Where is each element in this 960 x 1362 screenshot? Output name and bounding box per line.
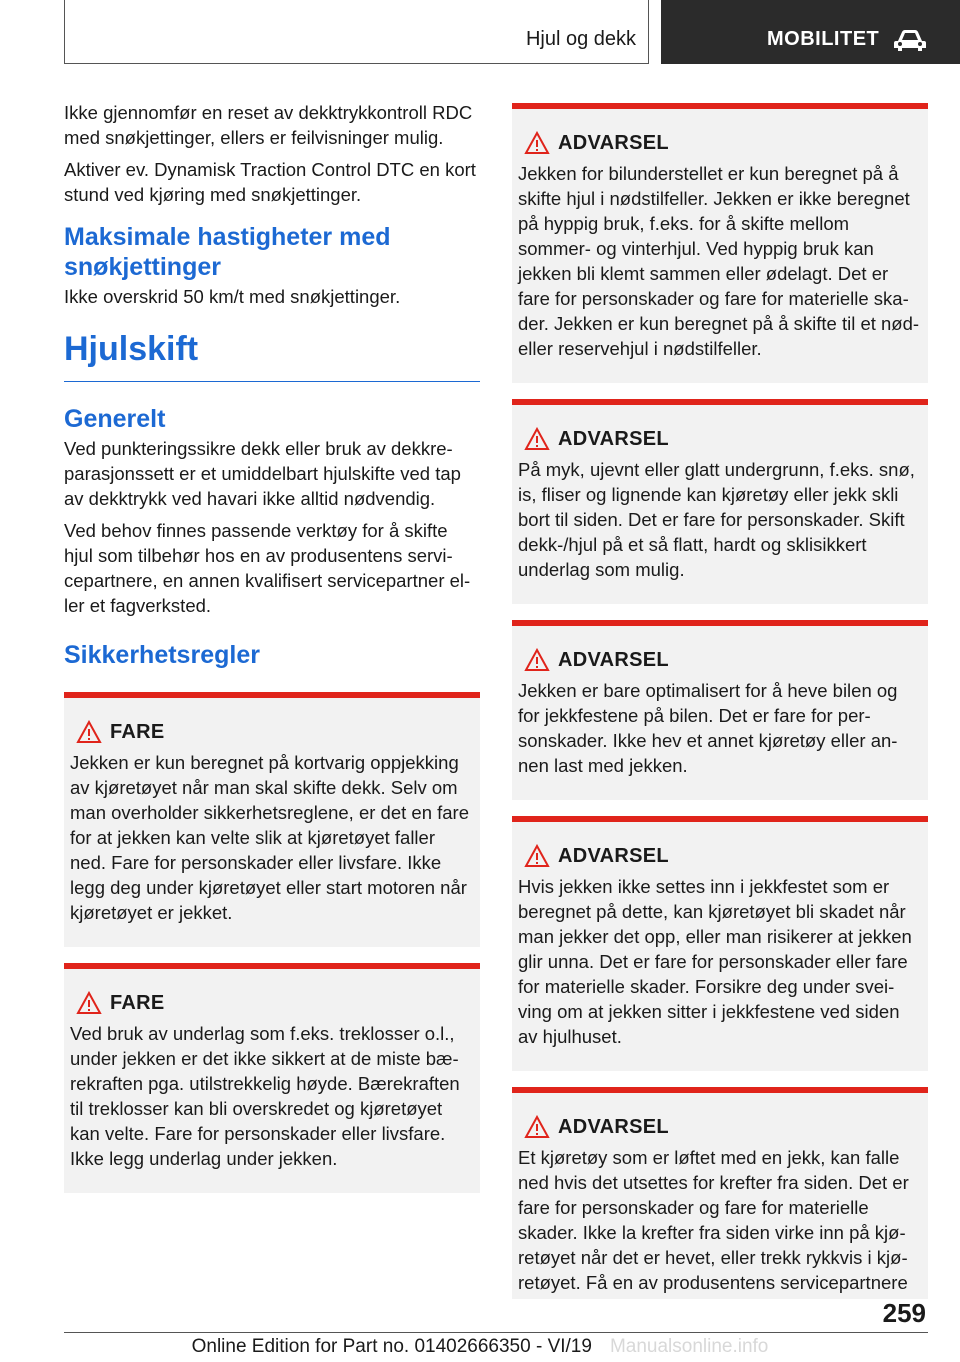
paragraph: Ikke gjennomfør en reset av dekktrykkontroll RDC med snøkjettinger, ellers er feilvisninger mulig.: [64, 102, 473, 148]
paragraph: Ved punkteringssikre dekk eller bruk av dekkreparasjonssett er et umiddelbart hjulskifte ved tap av dekktrykk ved havari ikke alltid nødvendig.: [64, 438, 461, 509]
warning-box: [512, 1087, 928, 1299]
warning-triangle-icon: [76, 991, 102, 1015]
warning-box: [512, 103, 928, 383]
box-title: ADVARSEL: [558, 1115, 669, 1138]
heading-max-speed: Maksimale hastigheter med snøkjettinger: [64, 223, 391, 281]
warning-triangle-icon: [524, 131, 550, 155]
footer-site: Manualsonline.info: [609, 1336, 769, 1357]
paragraph: Aktiver ev. Dynamisk Traction Control DTC en kort stund ved kjøring med snøkjettinger.: [64, 159, 476, 205]
warning-box: [512, 816, 928, 1071]
box-text: På myk, ujevnt eller glatt undergrunn, f.eks. snø, is, fliser og lignende kan kjøretøy eller jekk skli bort til siden. Det er fare for personskader. Skift dekk-/hjul på et så flatt, hardt og sklisikkert underlag som mulig.: [518, 459, 915, 580]
box-title: ADVARSEL: [558, 648, 669, 671]
footer-divider: [64, 1332, 928, 1333]
box-text: Et kjøretøy som er løftet med en jekk, kan falle ned hvis det utsettes for krefter fra siden. Det er fare for personskader og fare for materielle skader. Ikke la krefter fra siden virke inn på kjøretøyet når det er hevet, eller trekk rykkvis i kjøretøyet. Få en av produsentens servicepartnere: [518, 1147, 909, 1293]
footer: [0, 1336, 960, 1358]
left-column: [64, 100, 480, 1209]
warning-box: [512, 399, 928, 604]
right-column: [512, 103, 928, 1315]
box-title: FARE: [110, 720, 165, 743]
box-text: Jekken er bare optimalisert for å heve bilen og for jekkfestene på bilen. Det er fare for personskader. Ikke hev et annet kjøretøy eller annen last med jekken.: [518, 680, 898, 776]
page-number: 259: [882, 1298, 926, 1328]
header-chapter-title: MOBILITET: [767, 28, 880, 50]
warning-box: [512, 620, 928, 800]
footer-edition: Online Edition for Part no. 01402666350 - VI/19: [191, 1336, 592, 1357]
warning-triangle-icon: [76, 720, 102, 744]
warning-triangle-icon: [524, 427, 550, 451]
warning-triangle-icon: [524, 844, 550, 868]
heading-sikkerhetsregler: Sikkerhetsregler: [64, 641, 260, 669]
danger-box: [64, 963, 480, 1193]
header-section-title: Hjul og dekk: [525, 28, 636, 50]
heading-generelt: Generelt: [64, 405, 166, 433]
heading-hjulskift: Hjulskift: [64, 327, 480, 382]
car-icon: [893, 28, 927, 52]
danger-box: [64, 692, 480, 947]
box-title: ADVARSEL: [558, 427, 669, 450]
box-title: FARE: [110, 991, 165, 1014]
box-text: Jekken for bilunderstellet er kun beregnet på å skifte hjul i nødstilfeller. Jekken er ikke beregnet på hyppig bruk, f.eks. for å skifte mellom sommer- og vinterhjul. Ved hyppig bruk kan jekken bli klemt sammen eller ødelagt. Det er fare for personskader og fare for materielle skader. Jekken er kun beregnet på å skifte til et nød- eller reservehjul i nødstilfeller.: [518, 163, 920, 359]
box-text: Jekken er kun beregnet på kortvarig oppjekking av kjøretøyet når man skal skifte dekk. Selv om man overholder sikkerhetsreglene, er det en fare for at jekken kan velte slik at kjøretøyet faller ned. Fare for personskader eller livsfare. Ikke legg deg under kjøretøyet eller start motoren når kjøretøyet er jekket.: [70, 752, 469, 923]
box-text: Ved bruk av underlag som f.eks. treklosser o.l., under jekken er det ikke sikkert at de miste bærekraften pga. utilstrekkelig høyde. Bærekraften til treklosser kan bli overskredet og kjøretøyet kan velte. Fare for personskader eller livsfare. Ikke legg underlag under jekken.: [70, 1023, 460, 1169]
warning-triangle-icon: [524, 648, 550, 672]
header-chapter-box: [661, 0, 960, 64]
header-section-box: [64, 0, 649, 64]
paragraph: Ved behov finnes passende verktøy for å skifte hjul som tilbehør hos en av produsentens servicepartnere, en annen kvalifisert servicepartner eller et fagverksted.: [64, 520, 471, 616]
box-title: ADVARSEL: [558, 131, 669, 154]
box-title: ADVARSEL: [558, 844, 669, 867]
box-text: Hvis jekken ikke settes inn i jekkfestet som er beregnet på dette, kan kjøretøyet bli skadet når man jekker det opp, eller man risikerer at jekken glir unna. Det er fare for personskader eller fare for materielle skader. Forsikre deg under sveiving om at jekken sitter i jekkfestene ved siden av hjulhuset.: [518, 876, 912, 1047]
warning-triangle-icon: [524, 1115, 550, 1139]
paragraph: Ikke overskrid 50 km/t med snøkjettinger.: [64, 286, 401, 307]
